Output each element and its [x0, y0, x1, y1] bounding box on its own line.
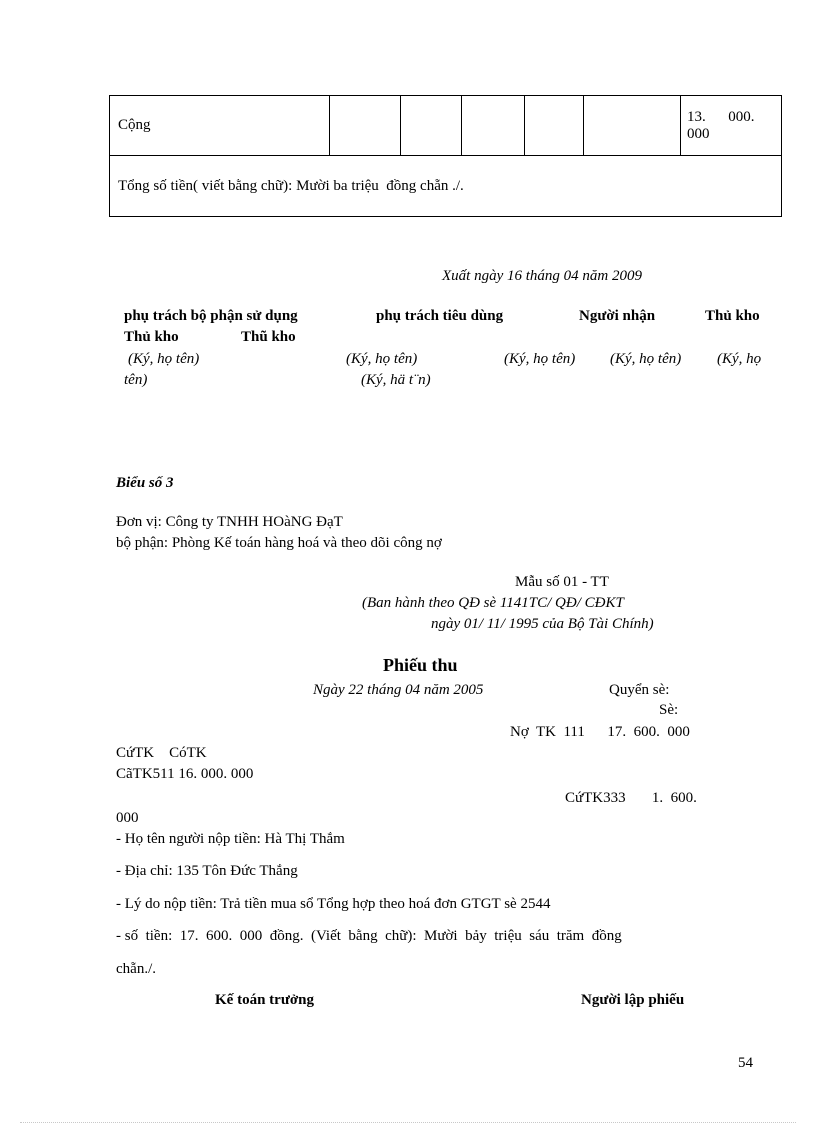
- sig-title-storekeeper-2: Thủ kho: [124, 329, 179, 345]
- empty-cell: [584, 96, 681, 156]
- form-issued: (Ban hành theo QĐ sè 1141TC/ QĐ/ CĐKT: [362, 595, 624, 611]
- receipt-date: Ngày 22 tháng 04 năm 2005: [313, 682, 484, 698]
- empty-cell: [330, 96, 401, 156]
- amount-in-words: Tổng số tiền( viết bằng chữ): Mười ba triệu đồng chẵn ./.: [118, 177, 464, 194]
- sig-note-4: (Ký, họ tên): [610, 351, 682, 367]
- total-row: [110, 96, 782, 156]
- words-row: [110, 156, 782, 217]
- receipt-credit-511: CãTK511 16. 000. 000: [116, 766, 254, 782]
- payment-amount-wrap: chẵn./.: [116, 961, 156, 977]
- page-number: 54: [738, 1055, 753, 1071]
- sig-note-3: (Ký, họ tên): [504, 351, 576, 367]
- sig-title-department: phụ trách bộ phận sử dụng: [124, 308, 298, 324]
- total-amount-line1: 13. 000.: [687, 108, 755, 125]
- chief-accountant-label: Kế toán trưởng: [215, 992, 314, 1008]
- total-label: Cộng: [118, 117, 151, 133]
- receipt-credit-head: CứTK CóTK: [116, 745, 207, 761]
- receipt-number: Sè:: [659, 702, 679, 718]
- sig-title-receiver: Người nhận: [579, 308, 656, 324]
- payment-reason: - Lý do nộp tiền: Trả tiền mua sổ Tổng hợp theo hoá đơn GTGT sè 2544: [116, 896, 551, 912]
- sig-note-5: (Ký, họ: [717, 351, 762, 367]
- empty-cell: [401, 96, 462, 156]
- payer-name: - Họ tên người nộp tiền: Hà Thị Thắm: [116, 831, 345, 847]
- preparer-label: Người lập phiếu: [581, 992, 685, 1008]
- receipt-credit-333: CứTK333 1. 600.: [565, 790, 697, 806]
- export-date: Xuất ngày 16 tháng 04 năm 2009: [442, 268, 642, 284]
- form-code: Mẫu số 01 - TT: [515, 574, 609, 590]
- total-amount-line2: 000: [687, 125, 710, 142]
- sig-note-6: (Ký, hä t¨n): [361, 372, 431, 388]
- amount-words-cell: [110, 156, 782, 217]
- department-name: bộ phận: Phòng Kế toán hàng hoá và theo dõi công nợ: [116, 535, 442, 551]
- receipt-book: Quyển sè:: [609, 682, 670, 698]
- receipt-title: Phiếu thu: [383, 655, 458, 675]
- receipt-debit: Nợ TK 111 17. 600. 000: [510, 724, 690, 740]
- sig-title-storekeeper: Thủ kho: [705, 308, 760, 324]
- sig-note-2: (Ký, họ tên): [346, 351, 418, 367]
- receipt-credit-333-wrap: 000: [116, 810, 139, 826]
- payment-amount: - số tiền: 17. 600. 000 đồng. (Viết bằng chữ): Mười bảy triệu sáu trăm đồng: [116, 928, 622, 944]
- form-issued-date: ngày 01/ 11/ 1995 của Bộ Tài Chính): [431, 616, 654, 632]
- sig-title-storekeeper-3: Thũ kho: [241, 329, 296, 345]
- total-amount-cell: [681, 96, 782, 156]
- section-title: Biểu số 3: [116, 475, 174, 491]
- empty-cell: [525, 96, 584, 156]
- sig-title-consumption: phụ trách tiêu dùng: [376, 308, 504, 324]
- summary-table: [109, 95, 782, 217]
- empty-cell: [462, 96, 525, 156]
- payer-address: - Địa chỉ: 135 Tôn Đức Thắng: [116, 863, 298, 879]
- unit-name: Đơn vị: Công ty TNHH HOàNG ĐạT: [116, 514, 343, 530]
- total-label-cell: [110, 96, 330, 156]
- sig-note-wrap: tên): [124, 372, 148, 388]
- sig-note-1: (Ký, họ tên): [128, 351, 200, 367]
